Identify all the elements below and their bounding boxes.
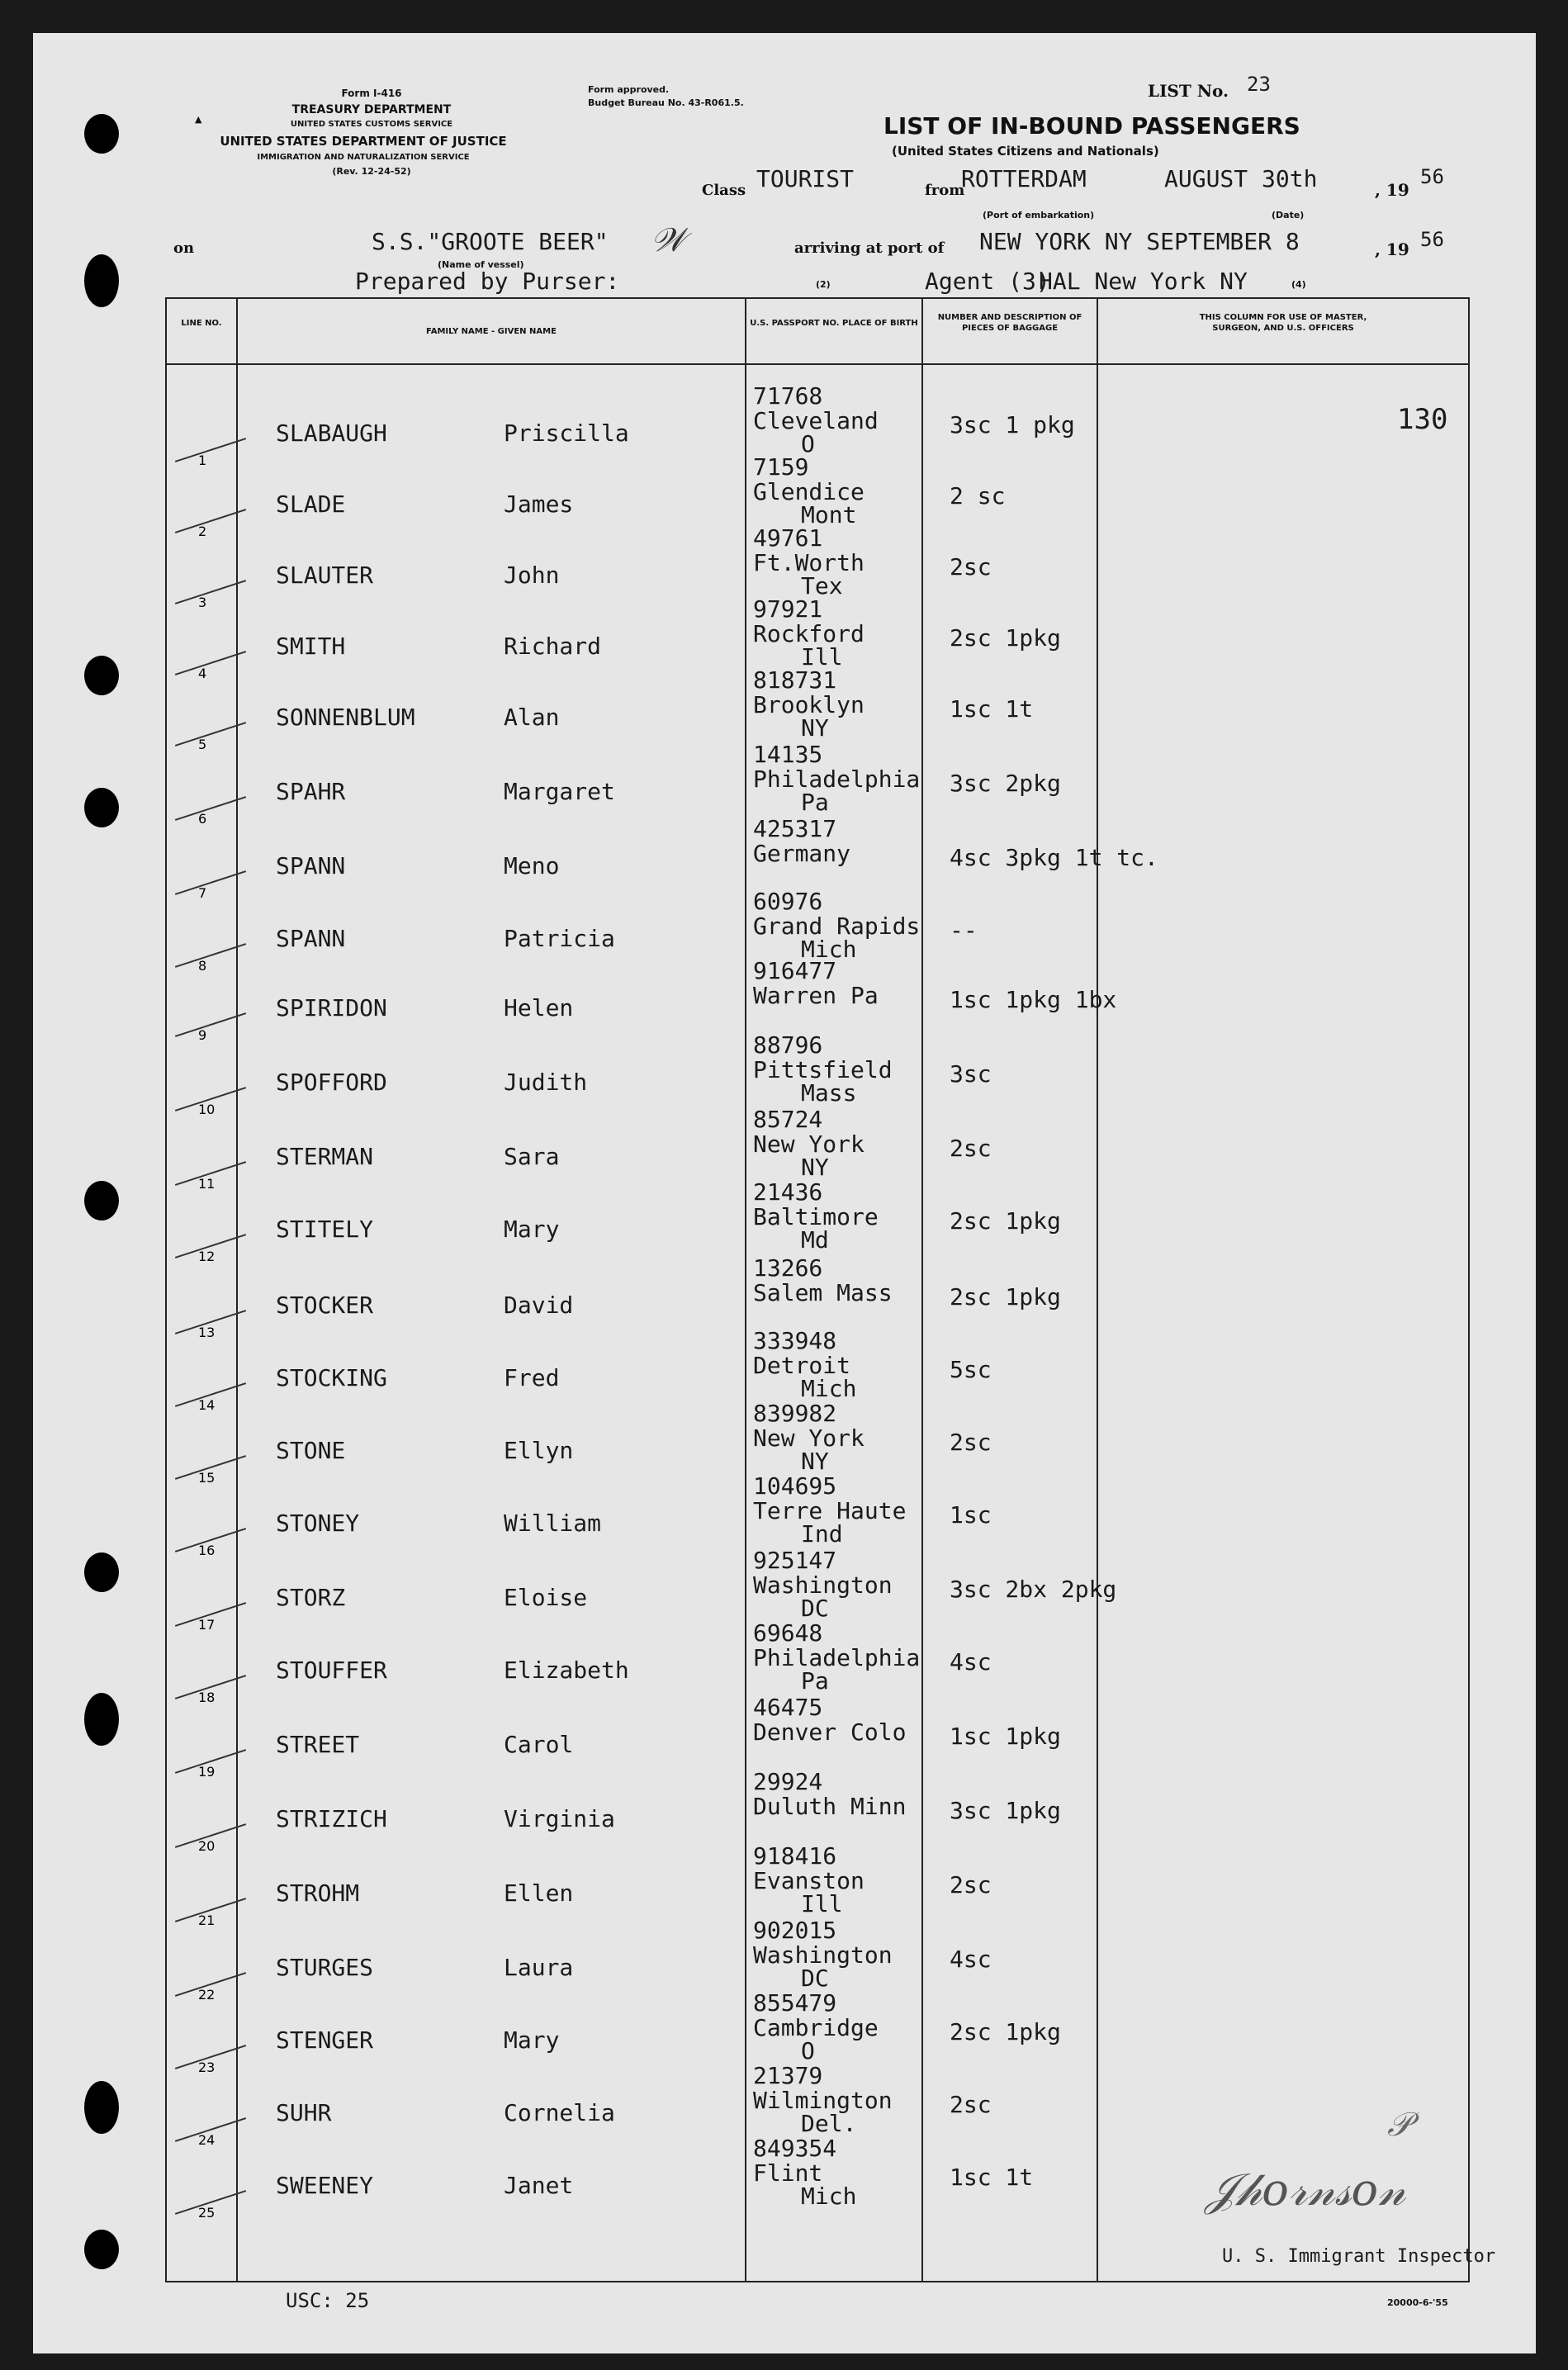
form-approved: Form approved. <box>588 84 670 95</box>
birthplace: Grand Rapids <box>753 912 921 940</box>
family-name: STOCKING <box>276 1364 387 1391</box>
baggage: 2sc 1pkg <box>950 624 1061 652</box>
line-number: 12 <box>198 1249 216 1264</box>
birthplace-state: Pa <box>801 789 829 816</box>
family-name: STREET <box>276 1731 360 1758</box>
ins-service: IMMIGRATION AND NATURALIZATION SERVICE <box>257 153 470 162</box>
birthplace: Pittsfield <box>753 1056 893 1083</box>
vessel-caption: (Name of vessel) <box>438 259 524 270</box>
birthplace-state: Md <box>801 1226 829 1254</box>
table-row <box>33 666 1536 752</box>
baggage: 3sc 1pkg <box>950 1797 1061 1824</box>
given-name: Eloise <box>504 1584 588 1611</box>
family-name: STONE <box>276 1437 346 1464</box>
header-passport: U.S. PASSPORT NO. PLACE OF BIRTH <box>750 319 918 328</box>
table-row <box>33 1694 1536 1780</box>
family-name: SPANN <box>276 852 346 879</box>
birthplace: Philadelphia <box>753 1644 921 1671</box>
page-count: 130 <box>1397 403 1448 436</box>
baggage: 1sc <box>950 1501 992 1529</box>
baggage: 1sc 1pkg <box>950 1723 1061 1750</box>
family-name: SONNENBLUM <box>276 704 415 731</box>
given-name: William <box>504 1510 602 1537</box>
line-number: 8 <box>198 958 207 974</box>
birthplace-state: Mass <box>801 1079 857 1107</box>
baggage: -- <box>950 917 978 944</box>
line-number: 15 <box>198 1470 216 1486</box>
vessel-name: S.S."GROOTE BEER" <box>372 228 609 255</box>
line-number: 2 <box>198 524 207 539</box>
header-officers: THIS COLUMN FOR USE OF MASTER, SURGEON, AND U.S. OFFICERS <box>1199 313 1367 333</box>
baggage: 4sc <box>950 1648 992 1676</box>
passport-number: 918416 <box>753 1842 837 1870</box>
line-number: 23 <box>198 2060 216 2075</box>
baggage: 2sc 1pkg <box>950 1283 1061 1311</box>
given-name: Priscilla <box>504 419 629 447</box>
given-name: Margaret <box>504 778 615 805</box>
table-row <box>33 1031 1536 1117</box>
passport-number: 46475 <box>753 1694 823 1721</box>
year-prefix: , 19 <box>1375 180 1409 200</box>
given-name: Judith <box>504 1069 588 1096</box>
table-bottom-rule <box>165 2281 1470 2282</box>
passport-number: 60976 <box>753 888 823 915</box>
birthplace: Warren Pa <box>753 982 879 1009</box>
table-row <box>33 957 1536 1043</box>
given-name: Janet <box>504 2172 574 2199</box>
inspector-title: U. S. Immigrant Inspector <box>1222 2246 1496 2267</box>
table-row <box>33 815 1536 901</box>
baggage: 3sc 2pkg <box>950 770 1061 797</box>
birthplace: Cleveland <box>753 407 879 434</box>
table-row <box>33 1178 1536 1264</box>
family-name: STRIZICH <box>276 1805 387 1832</box>
agent-label: Agent (3) <box>925 268 1050 295</box>
given-name: Patricia <box>504 925 615 952</box>
birthplace-state: O <box>801 430 815 457</box>
birthplace-state: Mich <box>801 1375 857 1402</box>
passport-number: 902015 <box>753 1917 837 1944</box>
usc-count: USC: 25 <box>286 2289 370 2312</box>
header-rule <box>165 363 1470 365</box>
passport-number: 69648 <box>753 1619 823 1647</box>
embarkation-year: 56 <box>1420 165 1444 188</box>
passport-number: 21436 <box>753 1178 823 1206</box>
line-number: 6 <box>198 811 207 827</box>
family-name: STITELY <box>276 1216 374 1243</box>
birthplace: Detroit <box>753 1352 851 1379</box>
birthplace: Salem Mass <box>753 1279 893 1306</box>
header-name: FAMILY NAME - GIVEN NAME <box>426 327 557 336</box>
embarkation-date: AUGUST 30th <box>1164 165 1318 192</box>
birthplace: Baltimore <box>753 1203 879 1230</box>
table-row <box>33 1842 1536 1928</box>
inspector-signature: 𝒥𝒽𝑜𝓇𝓃𝓈𝑜𝓃 <box>1206 2164 1406 2216</box>
passenger-class: TOURIST <box>756 165 855 192</box>
header-line-no: LINE NO. <box>181 319 222 328</box>
justice-dept: UNITED STATES DEPARTMENT OF JUSTICE <box>220 134 507 149</box>
embarkation-port: ROTTERDAM <box>961 165 1087 192</box>
given-name: Mary <box>504 1216 560 1243</box>
birthplace: Washington <box>753 1941 893 1969</box>
birthplace: Wilmington <box>753 2087 893 2114</box>
line-number: 13 <box>198 1325 216 1340</box>
passport-number: 97921 <box>753 595 823 623</box>
arrival-port-date: NEW YORK NY SEPTEMBER 8 <box>979 228 1300 255</box>
baggage: 2sc <box>950 1871 992 1898</box>
from-label: from <box>925 182 965 199</box>
family-name: SPANN <box>276 925 346 952</box>
table-row <box>33 1619 1536 1705</box>
given-name: Mary <box>504 2026 560 2054</box>
given-name: David <box>504 1292 574 1319</box>
baggage: 2sc 1pkg <box>950 1207 1061 1235</box>
form-number: Form I-416 <box>341 88 402 99</box>
baggage: 5sc <box>950 1356 992 1383</box>
family-name: STOCKER <box>276 1292 374 1319</box>
list-title: LIST OF IN-BOUND PASSENGERS <box>883 112 1300 140</box>
birthplace-state: NY <box>801 1154 829 1181</box>
handwritten-initials: 𝒲 <box>651 221 685 259</box>
list-subtitle: (United States Citizens and Nationals) <box>892 144 1159 159</box>
birthplace-state: NY <box>801 1448 829 1475</box>
given-name: Helen <box>504 994 574 1021</box>
birthplace-state: NY <box>801 714 829 742</box>
line-number: 9 <box>198 1027 207 1043</box>
given-name: Cornelia <box>504 2099 615 2126</box>
budget-bureau: Budget Bureau No. 43-R061.5. <box>588 97 744 108</box>
birthplace: Denver Colo <box>753 1718 907 1746</box>
given-name: Elizabeth <box>504 1657 629 1684</box>
field-4: (4) <box>1291 279 1306 290</box>
birthplace: Rockford <box>753 620 865 647</box>
port-caption: (Port of embarkation) <box>983 210 1095 220</box>
family-name: SMITH <box>276 633 346 660</box>
family-name: SLAUTER <box>276 562 374 589</box>
customs-service: UNITED STATES CUSTOMS SERVICE <box>290 120 453 129</box>
family-name: STROHM <box>276 1879 360 1907</box>
punch-hole <box>84 2230 119 2269</box>
arriving-label: arriving at port of <box>794 239 945 257</box>
passport-number: 839982 <box>753 1400 837 1427</box>
passport-number: 7159 <box>753 453 809 481</box>
table-row <box>33 1472 1536 1558</box>
field-2: (2) <box>816 279 831 290</box>
line-number: 14 <box>198 1397 216 1413</box>
family-name: SUHR <box>276 2099 332 2126</box>
family-name: STOUFFER <box>276 1657 387 1684</box>
baggage: 1sc 1t <box>950 2164 1034 2191</box>
arrival-year: 56 <box>1420 228 1444 251</box>
family-name: SWEENEY <box>276 2172 374 2199</box>
baggage: 2sc <box>950 2091 992 2118</box>
birthplace-state: Mont <box>801 501 857 529</box>
given-name: Laura <box>504 1954 574 1981</box>
table-top-rule <box>165 297 1470 299</box>
birthplace: Duluth Minn <box>753 1793 907 1820</box>
birthplace: Terre Haute <box>753 1497 907 1524</box>
birthplace-state: Pa <box>801 1667 829 1695</box>
birthplace: Washington <box>753 1571 893 1599</box>
birthplace-state: Ill <box>801 643 843 671</box>
baggage: 4sc 3pkg 1t tc. <box>950 844 1158 871</box>
table-row <box>33 1989 1536 2075</box>
baggage: 3sc 2bx 2pkg <box>950 1576 1117 1603</box>
birthplace: Philadelphia <box>753 766 921 793</box>
form-revision: (Rev. 12-24-52) <box>332 166 411 177</box>
table-row <box>33 1254 1536 1340</box>
birthplace-state: Del. <box>801 2110 857 2137</box>
birthplace: Germany <box>753 840 851 867</box>
birthplace: Brooklyn <box>753 691 865 718</box>
family-name: SPAHR <box>276 778 346 805</box>
line-number: 20 <box>198 1838 216 1854</box>
agent-name: HAL New York NY <box>1039 268 1248 295</box>
passport-number: 21379 <box>753 2062 823 2089</box>
passport-number: 333948 <box>753 1327 837 1354</box>
given-name: John <box>504 562 560 589</box>
passport-number: 14135 <box>753 741 823 768</box>
baggage: 4sc <box>950 1946 992 1973</box>
punch-hole <box>84 254 119 307</box>
passport-number: 71768 <box>753 382 823 410</box>
family-name: STENGER <box>276 2026 374 2054</box>
line-number: 5 <box>198 737 207 752</box>
line-number: 25 <box>198 2205 216 2221</box>
birthplace-state: Ill <box>801 1890 843 1917</box>
on-label: on <box>173 239 195 257</box>
passport-number: 818731 <box>753 666 837 694</box>
birthplace: New York <box>753 1424 865 1452</box>
baggage: 1sc 1t <box>950 695 1034 723</box>
birthplace-state: DC <box>801 1965 829 1992</box>
birthplace: Glendice <box>753 478 865 505</box>
given-name: Alan <box>504 704 560 731</box>
family-name: STORZ <box>276 1584 346 1611</box>
punch-hole <box>84 114 119 154</box>
passport-number: 88796 <box>753 1031 823 1059</box>
prepared-by: Prepared by Purser: <box>355 268 620 295</box>
print-code: 20000-6-'55 <box>1387 2297 1448 2308</box>
family-name: SLABAUGH <box>276 419 387 447</box>
family-name: STERMAN <box>276 1143 374 1170</box>
birthplace-state: O <box>801 2037 815 2064</box>
birthplace: Cambridge <box>753 2014 879 2041</box>
baggage: 2sc <box>950 1429 992 1456</box>
passport-number: 916477 <box>753 957 837 984</box>
line-number: 3 <box>198 595 207 610</box>
line-number: 16 <box>198 1543 216 1558</box>
given-name: Carol <box>504 1731 574 1758</box>
handwritten-mark: 𝒫 <box>1387 2106 1411 2144</box>
line-number: 21 <box>198 1913 216 1928</box>
baggage: 2sc <box>950 1135 992 1162</box>
year-prefix: , 19 <box>1375 239 1409 259</box>
line-number: 22 <box>198 1987 216 2003</box>
list-number-label: LIST No. <box>1148 81 1229 101</box>
class-label: Class <box>702 182 746 199</box>
line-number: 17 <box>198 1617 216 1633</box>
birthplace: Flint <box>753 2159 823 2187</box>
baggage: 1sc 1pkg 1bx <box>950 986 1117 1013</box>
table-row <box>33 1768 1536 1854</box>
passport-number: 855479 <box>753 1989 837 2017</box>
given-name: Ellyn <box>504 1437 574 1464</box>
family-name: SLADE <box>276 491 346 518</box>
passport-number: 925147 <box>753 1547 837 1574</box>
birthplace-state: DC <box>801 1595 829 1622</box>
family-name: STONEY <box>276 1510 360 1537</box>
birthplace-state: Mich <box>801 2183 857 2210</box>
family-name: SPOFFORD <box>276 1069 387 1096</box>
given-name: Sara <box>504 1143 560 1170</box>
baggage: 3sc <box>950 1060 992 1088</box>
given-name: Meno <box>504 852 560 879</box>
birthplace: Ft.Worth <box>753 549 865 576</box>
baggage: 2sc <box>950 553 992 581</box>
baggage: 2 sc <box>950 482 1006 510</box>
bell-icon: ▲ <box>195 114 202 125</box>
passport-number: 104695 <box>753 1472 837 1500</box>
birthplace-state: Mich <box>801 936 857 963</box>
passport-number: 849354 <box>753 2135 837 2162</box>
table-row <box>33 741 1536 827</box>
given-name: Richard <box>504 633 602 660</box>
baggage: 2sc 1pkg <box>950 2018 1061 2045</box>
passport-number: 13266 <box>753 1254 823 1282</box>
passport-number: 29924 <box>753 1768 823 1795</box>
line-number: 1 <box>198 453 207 468</box>
line-number: 10 <box>198 1102 216 1117</box>
line-number: 11 <box>198 1176 216 1192</box>
family-name: SPIRIDON <box>276 994 387 1021</box>
given-name: Fred <box>504 1364 560 1391</box>
passport-number: 49761 <box>753 524 823 552</box>
line-number: 4 <box>198 666 207 681</box>
given-name: Virginia <box>504 1805 615 1832</box>
line-number: 18 <box>198 1690 216 1705</box>
date-caption: (Date) <box>1272 210 1305 220</box>
treasury-dept: TREASURY DEPARTMENT <box>291 103 452 116</box>
table-row <box>33 2062 1536 2148</box>
given-name: James <box>504 491 574 518</box>
birthplace: Evanston <box>753 1867 865 1894</box>
header-baggage: NUMBER AND DESCRIPTION OF PIECES OF BAGGAGE <box>937 313 1082 333</box>
manifest-sheet <box>33 33 1536 2353</box>
line-number: 24 <box>198 2132 216 2148</box>
line-number: 7 <box>198 885 207 901</box>
list-number: 23 <box>1247 73 1271 96</box>
line-number: 19 <box>198 1764 216 1780</box>
table-row <box>33 1327 1536 1413</box>
passport-number: 425317 <box>753 815 837 842</box>
birthplace-state: Tex <box>801 572 843 600</box>
birthplace: New York <box>753 1130 865 1158</box>
baggage: 3sc 1 pkg <box>950 411 1075 438</box>
birthplace-state: Ind <box>801 1520 843 1548</box>
passport-number: 85724 <box>753 1106 823 1133</box>
given-name: Ellen <box>504 1879 574 1907</box>
family-name: STURGES <box>276 1954 374 1981</box>
